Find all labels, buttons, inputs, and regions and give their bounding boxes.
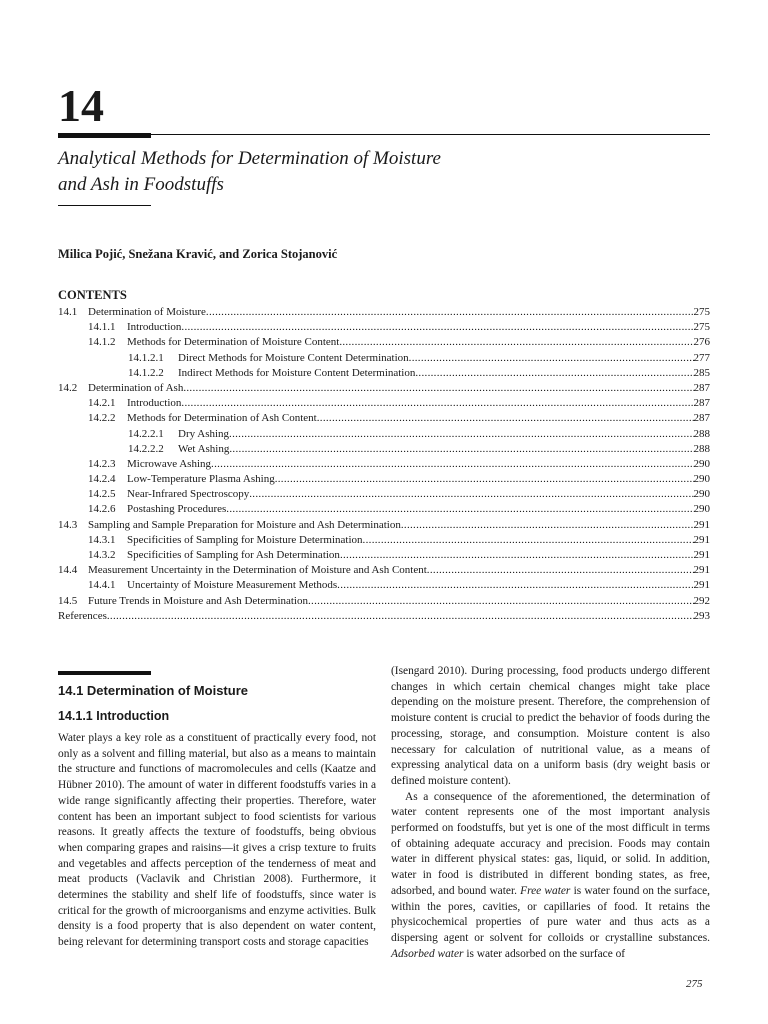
toc-leader	[229, 427, 693, 442]
toc-number: 14.2.5	[88, 488, 116, 501]
toc-page: 290	[693, 503, 710, 516]
toc-entry[interactable]	[58, 548, 710, 563]
body-paragraph	[391, 790, 710, 963]
chapter-authors: Milica Pojić, Snežana Kravić, and Zorica Stojanović	[58, 247, 338, 261]
toc-entry[interactable]	[58, 320, 710, 335]
term-free-water: Free water	[520, 884, 571, 897]
toc-number: 14.1.2.1	[128, 351, 164, 364]
body-column-left	[58, 731, 376, 951]
toc-title: Specificities of Sampling for Ash Determination	[127, 549, 340, 561]
toc-title: Measurement Uncertainty in the Determination of Moisture and Ash Content	[88, 564, 427, 577]
toc-number: 14.1	[58, 306, 78, 318]
toc-entry[interactable]	[58, 305, 710, 320]
toc-entry[interactable]	[58, 335, 710, 350]
toc-page: 291	[693, 579, 710, 592]
toc-entry[interactable]	[58, 366, 710, 381]
toc-entry[interactable]	[58, 381, 710, 396]
toc-title: References	[58, 609, 107, 622]
toc-number: 14.3.2	[88, 549, 116, 561]
toc-leader	[415, 366, 693, 381]
toc-leader	[427, 563, 694, 578]
toc-leader	[229, 442, 693, 457]
body-paragraph: (Isengard 2010). During processing, food products undergo different changes in which certain chemical changes might take place depending on the moisture present. Therefore, the comprehension of moisture content is crucial to predict the behavior of foods during the processing, storage, and consumption. Moisture content is also necessary for calculation of nutritional value, as a means of expressing analytical data on a uniform basis (dry weight basis or defined moisture content).	[391, 665, 710, 787]
toc-title: Uncertainty of Moisture Measurement Methods	[127, 579, 338, 592]
toc-title: Low-Temperature Plasma Ashing	[127, 473, 275, 486]
body-paragraph: Water plays a key role as a constituent of practically every food, not only as a solvent and filling material, but also as a means to maintain the structure and functions of macromolecules and cells (Kaatze and Hübner 2010). The amount of water in different foodstuffs varies in a wide range significantly affecting their properties. Therefore, water content has been an important subject to food scientists for various reasons. It greatly affects the texture of foodstuffs, being obvious when comparing grapes and raisins—it gives a crisp texture to fruits and vegetables and affects perception of the tenderness of meat and meat products (Vaclavik and Christian 2008). Furthermore, it determines the stability and shelf life of foodstuffs, since water is critical for the growth of microorganisms and enzyme activities. Bulk density is a food property that is also dependent on water content, being relevant for determining transport costs and storage capacities	[58, 732, 376, 949]
toc-page: 288	[693, 427, 710, 440]
toc-page: 290	[693, 488, 710, 501]
toc-leader	[340, 548, 694, 563]
toc-entry[interactable]	[58, 487, 710, 502]
toc-title: Sampling and Sample Preparation for Moisture and Ash Determination	[88, 518, 401, 531]
toc-page: 287	[693, 412, 710, 425]
body-text: As a consequence of the aforementioned, the determination of water content represents one of the most important analysis performed on foodstuffs, but yet is one of the most difficult in terms of obtaining adequate accuracy and precision. Foods may contain water in different physical states: gas, liquid, or solid. In addition, water in food is distributed in different bonding states, as free, adsorbed, and bound water.	[391, 790, 710, 897]
toc-number: 14.2.6	[88, 503, 116, 516]
toc-page: 292	[693, 594, 710, 607]
toc-number: 14.2.2.1	[128, 427, 164, 440]
toc-title: Determination of Ash	[88, 381, 184, 394]
toc-entry-references[interactable]	[58, 609, 710, 624]
toc-title: Direct Methods for Moisture Content Determination	[178, 351, 409, 364]
toc-page: 276	[693, 336, 710, 349]
toc-entry[interactable]	[58, 533, 710, 548]
toc-page: 275	[693, 321, 710, 334]
toc-page: 291	[693, 564, 710, 577]
toc-page: 291	[693, 518, 710, 531]
toc-page: 293	[693, 609, 710, 622]
toc-number: 14.4.1	[88, 579, 116, 592]
toc-page: 290	[693, 473, 710, 486]
table-of-contents	[58, 305, 710, 624]
body-text: is water adsorbed on the surface of	[466, 947, 626, 960]
toc-number: 14.1.2.2	[128, 366, 164, 379]
toc-page: 277	[693, 351, 710, 364]
toc-entry[interactable]	[58, 457, 710, 472]
title-underline	[58, 205, 151, 206]
toc-number: 14.5	[58, 594, 78, 607]
toc-entry[interactable]	[58, 502, 710, 517]
toc-title: Introduction	[127, 321, 182, 334]
toc-number: 14.2.1	[88, 397, 116, 410]
toc-entry[interactable]	[58, 472, 710, 487]
term-adsorbed-water: Adsorbed water	[391, 947, 464, 960]
toc-entry[interactable]	[58, 411, 710, 426]
chapter-title-line2: and Ash in Foodstuffs	[58, 174, 224, 195]
toc-page: 275	[693, 306, 710, 318]
chapter-number: 14	[58, 80, 104, 131]
chapter-rule-thin	[151, 134, 710, 135]
toc-entry[interactable]	[58, 578, 710, 593]
toc-entry[interactable]	[58, 427, 710, 442]
toc-leader	[317, 411, 694, 426]
subsection-heading: 14.1.1 Introduction	[58, 709, 170, 723]
toc-page: 288	[693, 442, 710, 455]
toc-page: 285	[693, 366, 710, 379]
chapter-title	[58, 146, 678, 198]
toc-title: Specificities of Sampling for Moisture Determination	[127, 533, 363, 546]
toc-leader	[308, 594, 694, 609]
toc-title: Postashing Procedures	[127, 503, 227, 516]
toc-leader	[211, 457, 693, 472]
toc-title: Microwave Ashing	[127, 457, 212, 470]
toc-page: 291	[693, 549, 710, 561]
toc-title: Dry Ashing	[178, 427, 230, 440]
toc-page: 291	[693, 533, 710, 546]
toc-leader	[107, 609, 694, 624]
toc-title: Methods for Determination of Moisture Content	[127, 336, 340, 349]
chapter-rule-thick	[58, 133, 151, 138]
toc-entry[interactable]	[58, 442, 710, 457]
toc-number: 14.2	[58, 381, 78, 394]
toc-page: 290	[693, 457, 710, 470]
toc-number: 14.4	[58, 564, 78, 577]
toc-leader	[206, 305, 694, 320]
toc-title: Indirect Methods for Moisture Content Determination	[178, 366, 416, 379]
toc-leader	[409, 351, 694, 366]
toc-title: Future Trends in Moisture and Ash Determination	[88, 594, 308, 607]
toc-leader	[401, 518, 694, 533]
toc-number: 14.2.2	[88, 412, 116, 425]
toc-title: Determination of Moisture	[88, 306, 206, 318]
chapter-title-line1: Analytical Methods for Determination of Moisture	[58, 148, 441, 169]
toc-leader	[339, 335, 693, 350]
toc-number: 14.1.1	[88, 321, 116, 334]
toc-leader	[249, 487, 693, 502]
toc-number: 14.3.1	[88, 533, 116, 546]
contents-heading: CONTENTS	[58, 288, 127, 302]
toc-title: Introduction	[127, 397, 182, 410]
toc-leader	[337, 578, 693, 593]
section-rule	[58, 671, 151, 675]
toc-entry[interactable]	[58, 351, 710, 366]
toc-title: Methods for Determination of Ash Content	[127, 412, 317, 425]
page-number: 275	[686, 978, 703, 990]
body-text: is water found on the surface, within the pores, cavities, or capillaries of food. It retains the physicochemical properties of pure water and thus acts as a dispersing agent or solvent for colloids or crystalline substances.	[391, 884, 710, 944]
toc-entry[interactable]	[58, 594, 710, 609]
toc-number: 14.2.4	[88, 473, 116, 486]
toc-leader	[363, 533, 694, 548]
toc-leader	[275, 472, 694, 487]
toc-leader	[181, 320, 693, 335]
toc-number: 14.3	[58, 518, 78, 531]
toc-page: 287	[693, 381, 710, 394]
section-heading: 14.1 Determination of Moisture	[58, 683, 248, 698]
toc-entry[interactable]	[58, 396, 710, 411]
toc-number: 14.1.2	[88, 336, 116, 349]
toc-entry[interactable]	[58, 518, 710, 533]
toc-number: 14.2.3	[88, 457, 116, 470]
body-column-right	[391, 664, 710, 962]
toc-entry[interactable]	[58, 563, 710, 578]
toc-number: 14.2.2.2	[128, 442, 164, 455]
toc-title: Wet Ashing	[178, 442, 230, 455]
toc-title: Near-Infrared Spectroscopy	[127, 488, 250, 501]
toc-leader	[183, 381, 693, 396]
toc-leader	[226, 502, 693, 517]
toc-page: 287	[693, 397, 710, 410]
toc-leader	[181, 396, 693, 411]
